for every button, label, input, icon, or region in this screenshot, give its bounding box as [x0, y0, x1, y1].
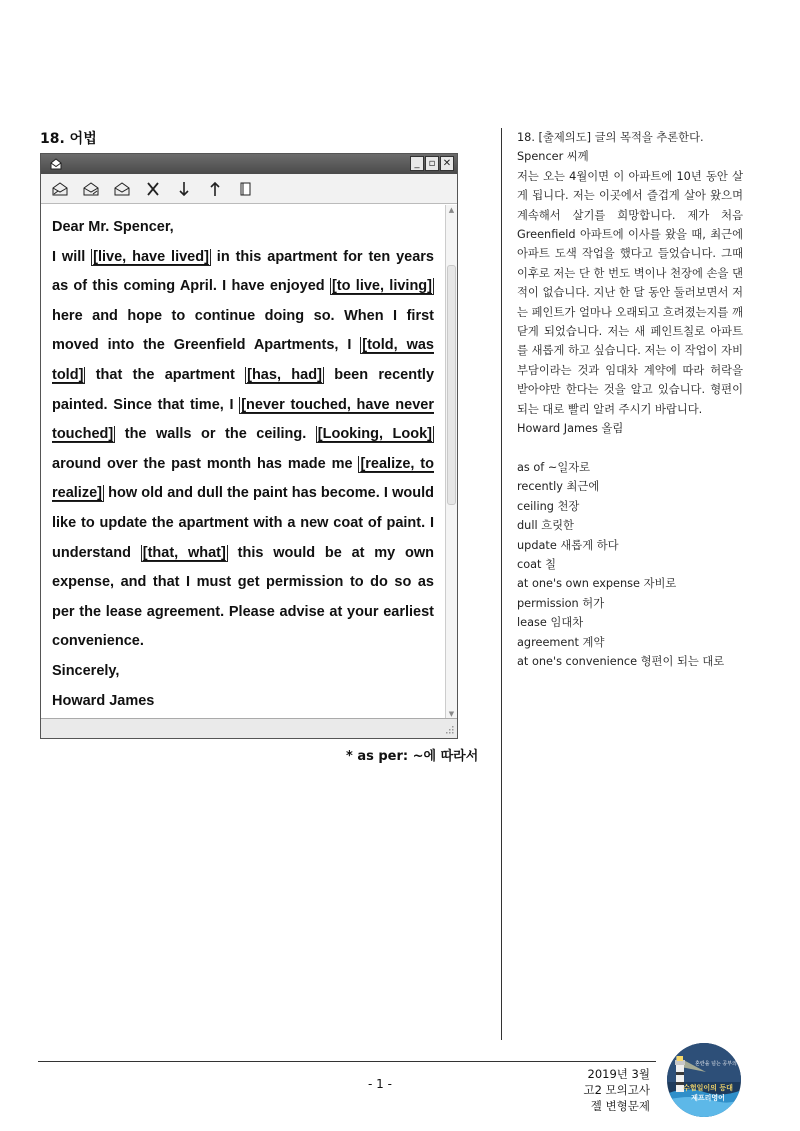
letter-text-segment: that the apartment: [85, 366, 246, 383]
reply-all-mail-icon[interactable]: [80, 179, 102, 199]
footer-type: 젤 변형문제: [590, 1099, 650, 1113]
answer-header: 18. [출제의도] 글의 목적을 추론한다.: [517, 131, 704, 144]
grammar-option: [realize, to realize]: [52, 455, 434, 502]
delete-icon[interactable]: [142, 179, 164, 199]
arrow-down-icon[interactable]: [173, 179, 195, 199]
logo-brand: 제프리영어: [691, 1094, 725, 1102]
grammar-option: [live, have lived]: [93, 248, 209, 265]
vocab-item: at one's own expense 자비로: [517, 577, 677, 591]
vocab-item: agreement 계약: [517, 635, 605, 649]
vocab-item: update 새롭게 하다: [517, 538, 619, 552]
grammar-option: [Looking, Look]: [317, 426, 433, 443]
arrow-up-icon[interactable]: [204, 179, 226, 199]
letter-text-segment: how old and dull the paint has become. I would like to update the apartment with a new coat of paint. I understand: [52, 485, 434, 561]
grammar-option: [that, what]: [142, 544, 226, 561]
letter-signature: Howard James: [52, 692, 155, 709]
vocab-note: * as per: ~에 따라서: [346, 749, 479, 764]
answer-translation: 저는 오는 4월이면 이 아파트에 10년 동안 살게 됩니다. 저는 이곳에서 즐겁게 살아 왔으며 계속해서 살기를 희망합니다. 제가 처음 Greenfield 아파트에 이사를 왔을 때, 최근에 아파트 도색 작업을 했다고 들었습니다. 그때 이후로 저는 단 한 번도 벽이나 천장에 손을 댄 적이 없습니다. 지난 한 달 동안 둘러보면서 저는 페인트가 얼마나 오래되고 흐려졌는지를 깨닫게 되었습니다. 저는 새 페인트칠로 아파트를 새롭게 하고 싶습니다. 저는 이 작업이 자비 부담이라는 것과 임대차 계약에 따라 허락을 받아야만 한다는 것을 알고 있습니다. 형편이 되는 대로 빨리 알려 주시기 바랍니다.: [517, 169, 743, 416]
grammar-option: [has, had]: [247, 366, 322, 383]
letter-text-segment: around over the past month has made me: [52, 455, 359, 472]
footer-exam: 고2 모의고사: [583, 1083, 650, 1097]
letter-text-segment: the walls or the ceiling.: [115, 426, 316, 443]
grammar-option: [to live, living]: [331, 278, 432, 295]
scroll-thumb[interactable]: [447, 265, 456, 505]
letter-content: [42, 205, 446, 719]
letter-text-segment: this would be at my own expense, and that I must get permission to do so as per the lease agreement. Please advise at your earliest convenience.: [52, 544, 435, 650]
reply-mail-icon[interactable]: [49, 179, 71, 199]
letter-text-segment: I will: [52, 248, 92, 265]
lighthouse-logo: [666, 1042, 753, 1118]
mail-icon: [49, 157, 63, 171]
window-toolbar: [41, 174, 457, 204]
logo-title: 수험일이의 등대: [683, 1084, 733, 1092]
page-number: - 1 -: [368, 1077, 392, 1091]
scroll-up-icon[interactable]: ▲: [448, 206, 455, 214]
maximize-button[interactable]: ▫: [425, 156, 439, 171]
vocab-item: lease 임대차: [517, 616, 584, 630]
minimize-button[interactable]: _: [410, 156, 424, 171]
scroll-down-icon[interactable]: ▼: [448, 710, 455, 718]
letter-closing: Sincerely,: [52, 662, 120, 679]
letter-window: [40, 153, 458, 739]
letter-greeting: Dear Mr. Spencer,: [52, 219, 174, 235]
letter-text-segment: been recently painted. Since that time, I: [52, 366, 435, 413]
resize-grip-icon[interactable]: [444, 726, 454, 736]
footer-rule: [38, 1061, 656, 1062]
letter-body: [52, 243, 434, 657]
vocab-item: recently 최근에: [517, 480, 600, 494]
footer-info: [560, 1066, 650, 1114]
grammar-option: [never touched, have never touched]: [52, 396, 434, 443]
forward-mail-icon[interactable]: [111, 179, 133, 199]
vocab-item: at one's convenience 형편이 되는 대로: [517, 654, 725, 668]
vocab-item: ceiling 천장: [517, 499, 580, 513]
window-statusbar: [41, 718, 457, 738]
letter-text-segment: in this apartment for ten years as of this coming April. I have enjoyed: [52, 248, 434, 295]
vocab-item: coat 칠: [517, 557, 556, 571]
vocab-list: [517, 458, 743, 671]
letter-text-segment: here and hope to continue doing so. When I first moved into the Greenfield Apartments, I: [52, 307, 434, 354]
vocab-item: as of ~일자로: [517, 460, 591, 474]
vertical-scrollbar[interactable]: [445, 205, 457, 719]
letter-text: [42, 205, 446, 716]
vocab-item: dull 흐릿한: [517, 519, 574, 533]
question-title: 18. 어법: [40, 131, 97, 147]
grammar-option: [told, was told]: [52, 337, 434, 383]
answer-sign: Howard James 올림: [517, 422, 624, 436]
answer-column: [517, 128, 743, 671]
close-button[interactable]: ✕: [440, 156, 454, 171]
footer-date: 2019년 3월: [587, 1067, 650, 1081]
address-book-icon[interactable]: [235, 179, 257, 199]
logo-tagline: 혼란을 넘는 공부의 진정한: [695, 1061, 753, 1067]
window-titlebar: [41, 154, 457, 174]
vocab-item: permission 허가: [517, 596, 605, 610]
answer-to: Spencer 씨께: [517, 150, 589, 164]
column-divider: [501, 128, 502, 1040]
